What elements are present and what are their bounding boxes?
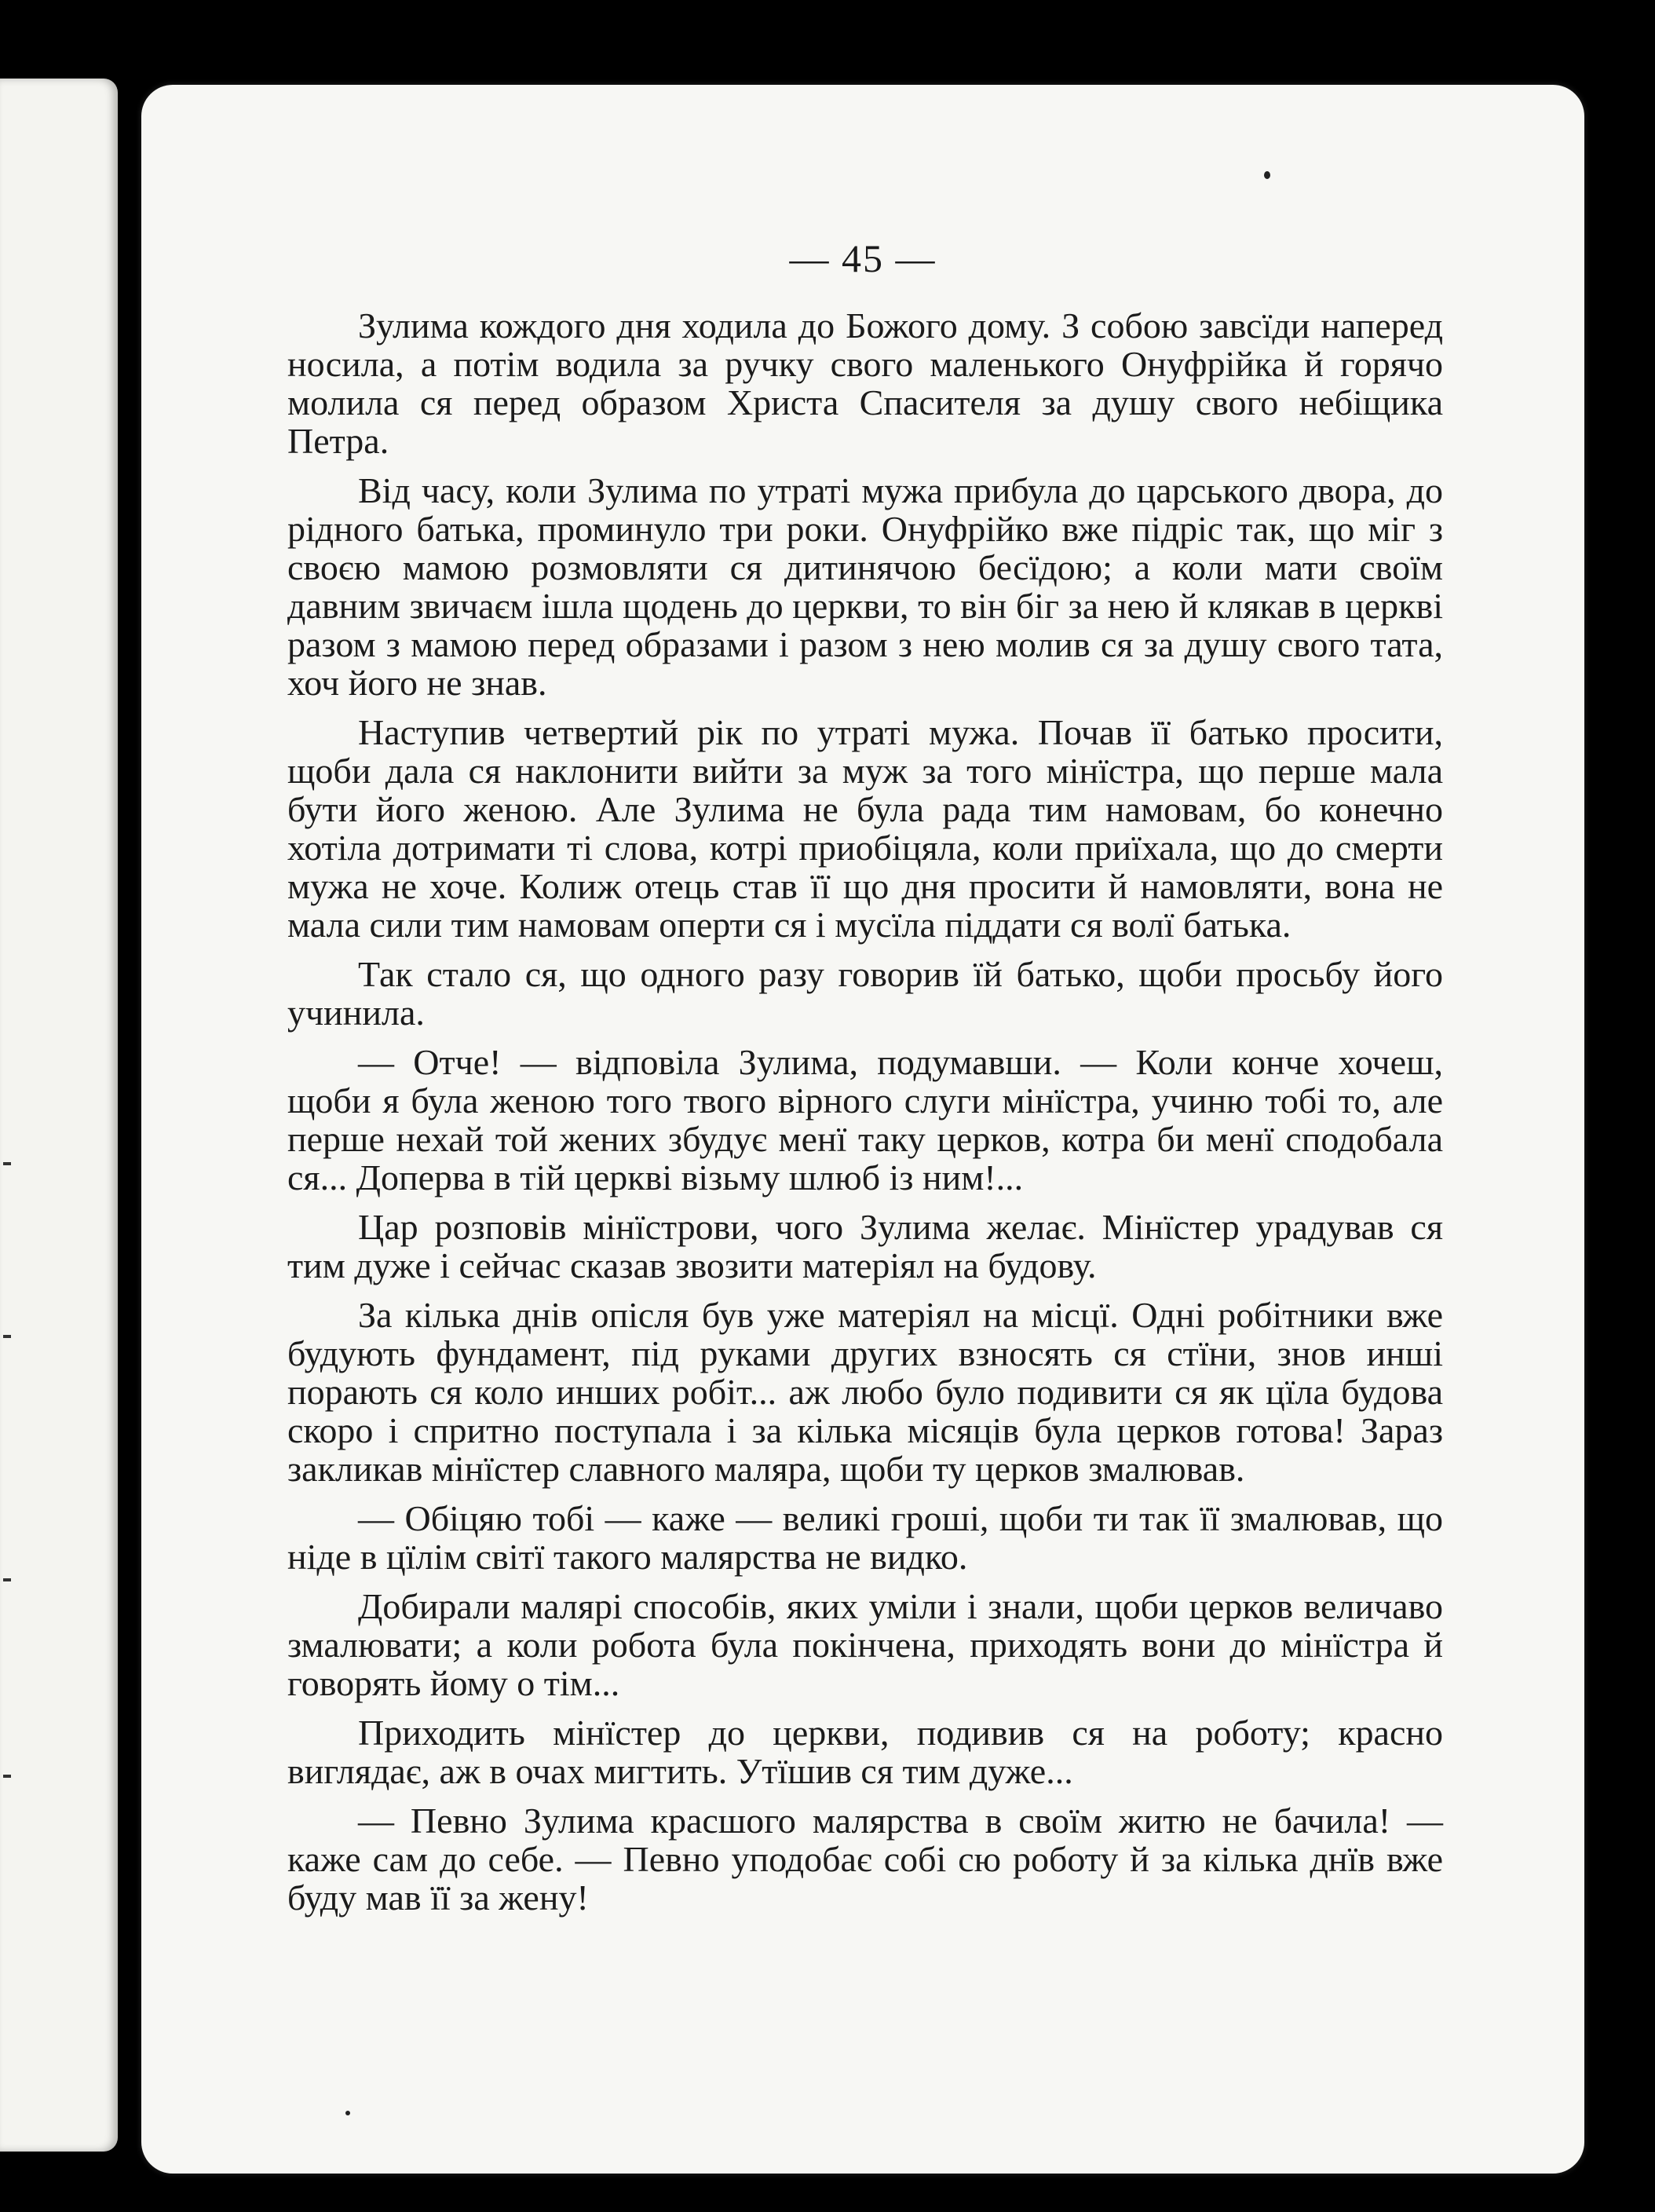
edge-mark <box>3 1162 11 1165</box>
paragraph: Цар розповів мінїстрови, чого Зулима желає. Мінїстер урадував ся тим дуже і сейчас сказав звозити матеріял на будову. <box>287 1207 1443 1285</box>
print-speck <box>345 2111 350 2115</box>
paragraph: Зулима кождого дня ходила до Божого дому. З собою завсїди наперед носила, а потім водила за ручку свого маленького Онуфрійка й горячо молила ся перед образом Христа Спасителя за душу свого небіщика Петра. <box>287 305 1443 461</box>
print-speck <box>1264 171 1270 179</box>
paragraph: Наступив четвертий рік по утраті мужа. Почав її батько просити, щоби дала ся наклонити вийти за муж за того мінїстра, що перше мала бути його женою. Але Зулима не була рада тим намовам, бо конечно хотіла дотримати ті слова, котрі приобіцяла, коли приїхала, що до смерти мужа не хоче. Колиж отець став її що дня просити й намовляти, вона не мала сили тим намовам оперти ся і мусїла піддати ся волї батька. <box>287 712 1443 945</box>
paragraph: — Обіцяю тобі — каже — великі гроші, щоби ти так її змалював, що ніде в цїлім світї такого малярства не видко. <box>287 1498 1443 1577</box>
paragraph: За кілька днів опісля був уже матеріял на місцї. Одні робітники вже будують фундамент, під руками других взносять ся стїни, знов инші порають ся коло инших робіт... аж любо було подивити ся як цїла будова скоро і спритно поступала і за кілька місяців була церков готова! Зараз закликав мінїстер славного маляра, щоби ту церков змалював. <box>287 1295 1443 1489</box>
edge-mark <box>3 1335 11 1338</box>
book-page <box>141 85 1584 2174</box>
paragraph: Від часу, коли Зулима по утраті мужа прибула до царського двора, до рідного батька, проминуло три роки. Онуфрійко вже підріс так, що міг з своєю мамою розмовляти ся дитинячою бесїдою; а коли мати своїм давним звичаєм ішла щодень до церкви, то він біг за нею й клякав в церкві разом з мамою перед образами і разом з нею молив ся за душу свого тата, хоч його не знав. <box>287 470 1443 703</box>
edge-mark <box>3 1578 11 1581</box>
adjacent-page-edge <box>0 79 118 2152</box>
paragraph: Добирали малярі способів, яких уміли і знали, щоби церков величаво змалювати; а коли робота була покінчена, приходять вони до мінїстра й говорять йому о тім... <box>287 1586 1443 1703</box>
edge-mark <box>3 1775 11 1778</box>
paragraph: — Отче! — відповіла Зулима, подумавши. — Коли конче хочеш, щоби я була женою того твого вірного слуги мінїстра, учиню тобі то, але перше нехай той жених збудує менї таку церков, котра би менї сподобала ся... Доперва в тій церкві візьму шлюб із ним!... <box>287 1042 1443 1197</box>
paragraph: Так стало ся, що одного разу говорив їй батько, щоби просьбу його учинила. <box>287 954 1443 1033</box>
paragraph: Приходить мінїстер до церкви, подивив ся на роботу; красно виглядає, аж в очах мигтить. Утїшив ся тим дуже... <box>287 1713 1443 1791</box>
paragraph: — Певно Зулима красшого малярства в своїм житю не бачила! — каже сам до себе. — Певно уподобає собі сю роботу й за кілька днїв вже буду мав її за жену! <box>287 1801 1443 1918</box>
body-text <box>287 306 1443 1928</box>
page-number: — 45 — <box>789 236 937 280</box>
